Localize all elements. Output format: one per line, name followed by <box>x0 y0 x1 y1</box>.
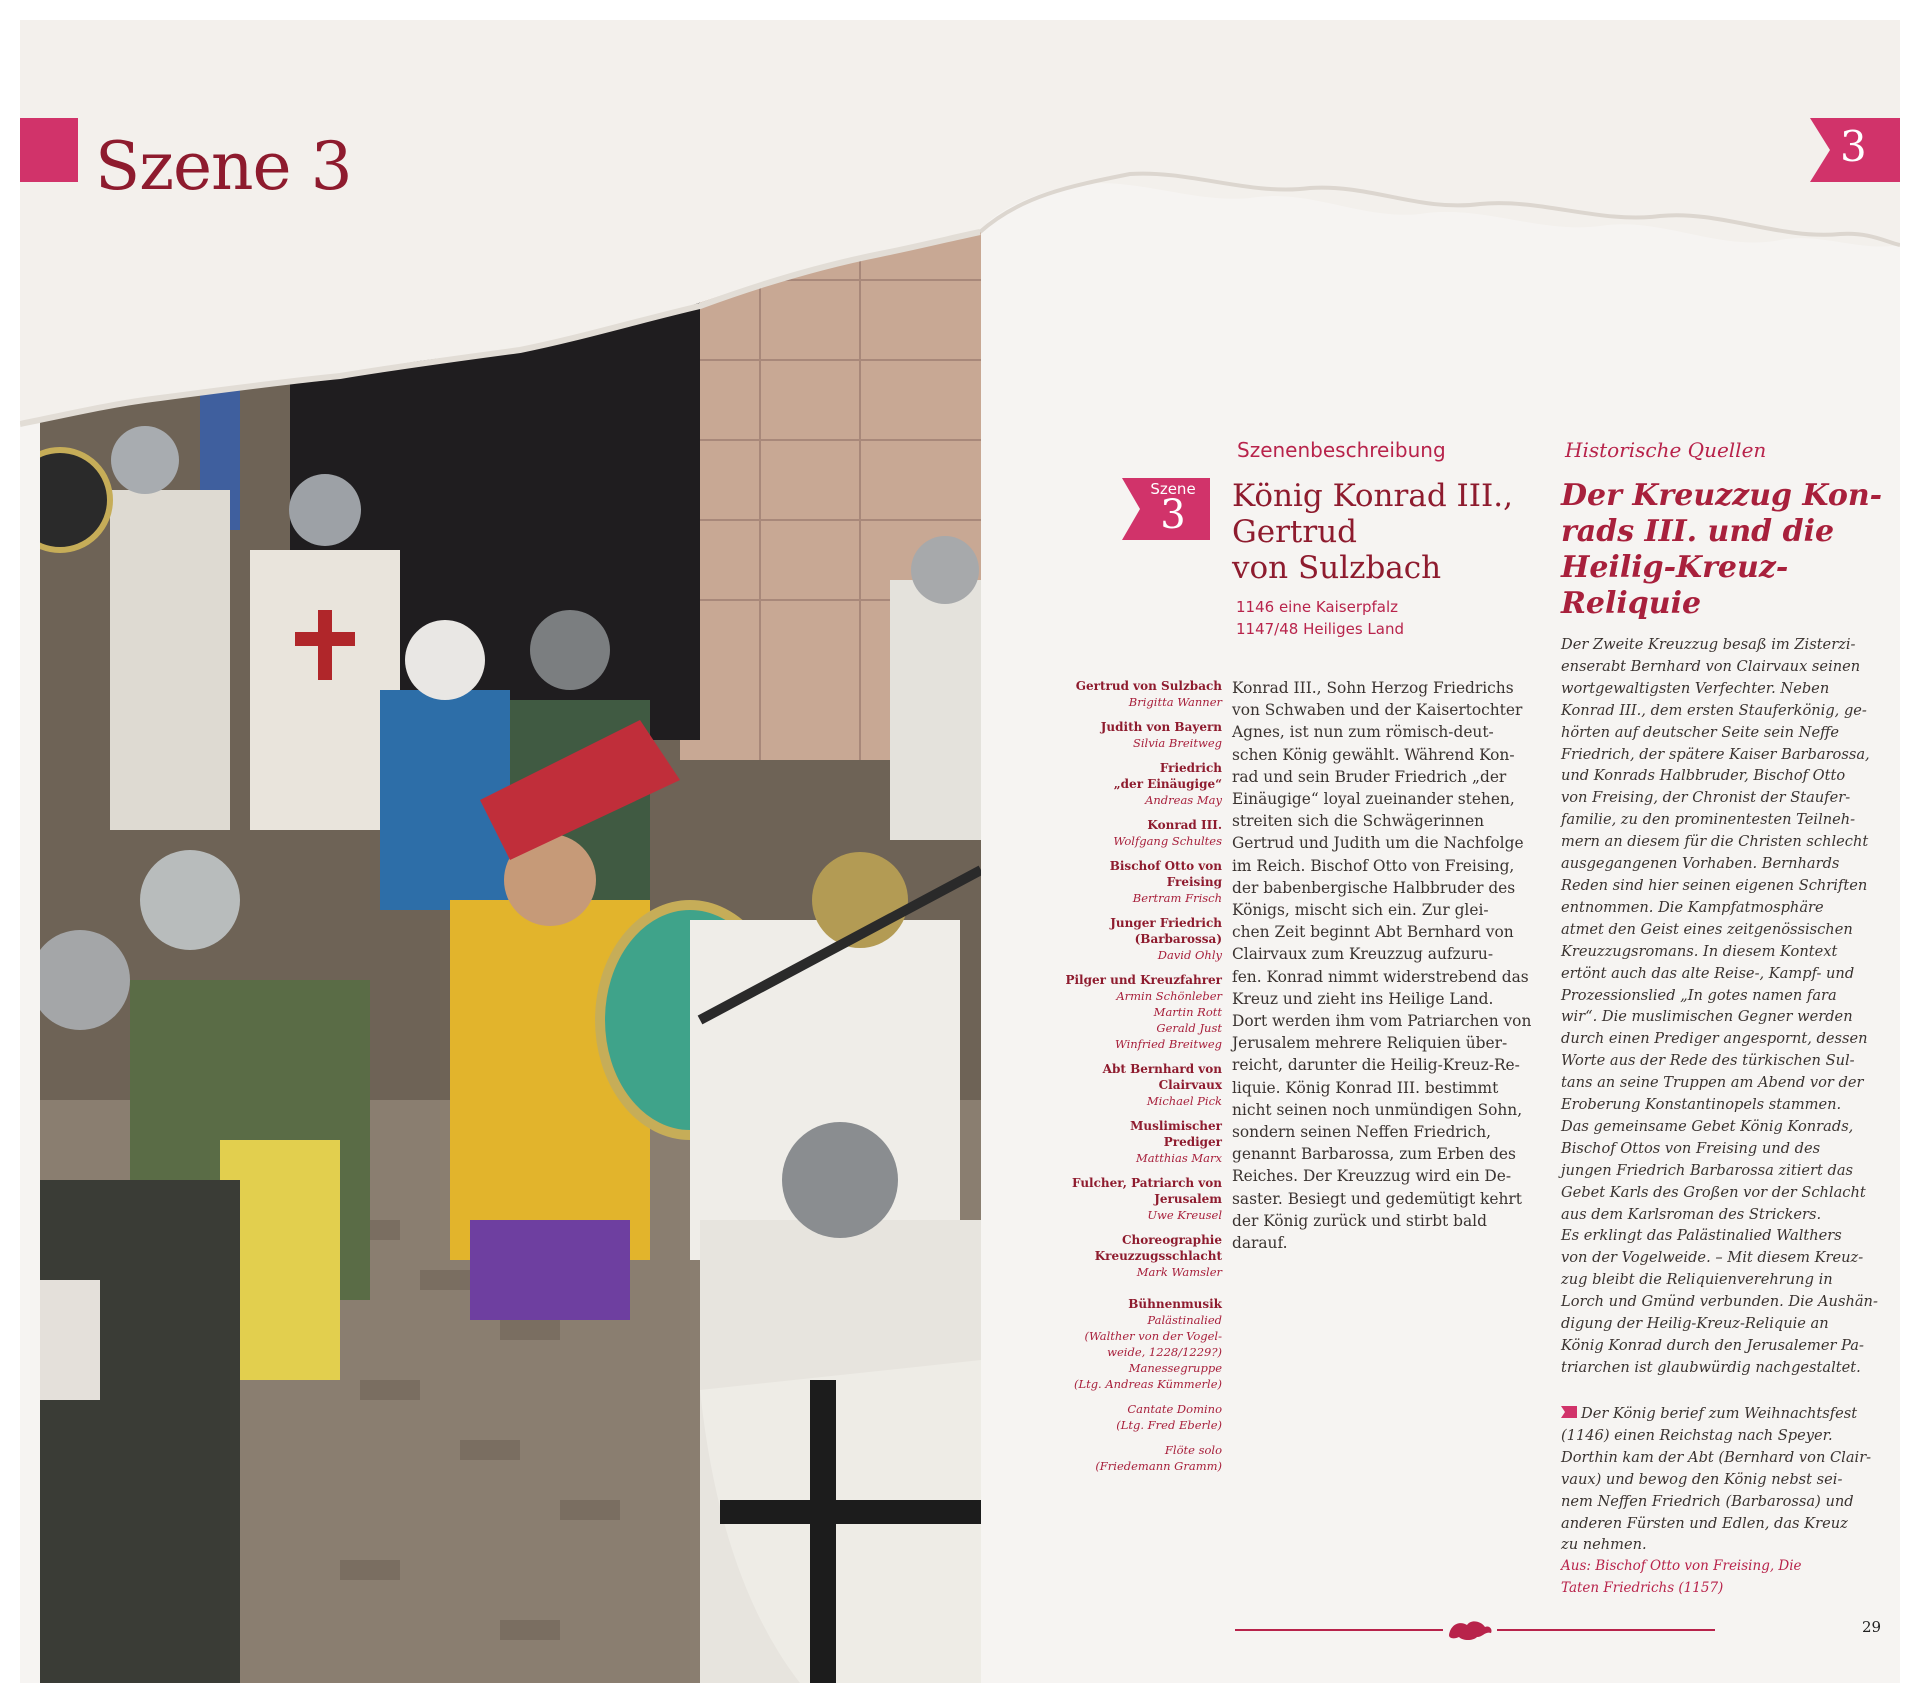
history-line: Das gemeinsame Gebet König Konrads, <box>1561 1117 1854 1135</box>
history-headline-line: rads III. und die <box>1561 514 1835 549</box>
cast-role: Freising <box>1166 875 1222 889</box>
scene-title: Szene 3 <box>95 128 352 205</box>
cast-actor: (Ltg. Andreas Kümmerle) <box>1073 1377 1222 1391</box>
scene-headline-line: von Sulzbach <box>1232 550 1442 586</box>
cast-actor: Manessegruppe <box>1128 1361 1222 1375</box>
cast-role: Fulcher, Patriarch von <box>1072 1176 1222 1190</box>
quote-source: Taten Friedrichs (1157) <box>1561 1580 1724 1597</box>
cast-actor: Winfried Breitweg <box>1114 1037 1222 1051</box>
history-line: mern an diesem für die Christen schlecht <box>1561 833 1869 851</box>
quote-line: nem Neffen Friedrich (Barbarossa) und <box>1561 1492 1854 1510</box>
cast-actor: Martin Rott <box>1153 1005 1222 1019</box>
quote-source: Aus: Bischof Otto von Freising, Die <box>1561 1558 1802 1575</box>
description-line: Agnes, ist nun zum römisch-deut- <box>1232 723 1494 742</box>
cast-role: Pilger und Kreuzfahrer <box>1065 973 1222 987</box>
description-line: nicht seinen noch unmündigen Sohn, <box>1232 1100 1523 1119</box>
history-line: Prozessionslied „In gotes namen fara <box>1561 986 1837 1004</box>
description-line: Kreuz und zieht ins Heilige Land. <box>1232 989 1494 1008</box>
description-line: sondern seinen Neffen Friedrich, <box>1232 1123 1491 1142</box>
quote-line: (1146) einen Reichstag nach Speyer. <box>1561 1426 1833 1444</box>
cast-actor: Flöte solo <box>1164 1443 1222 1457</box>
history-line: ausgegangenen Vorhaben. Bernhards <box>1561 855 1840 873</box>
history-line: Bischof Ottos von Freising und des <box>1561 1139 1821 1157</box>
history-line: digung der Heilig-Kreuz-Reliquie an <box>1561 1315 1829 1333</box>
scene-number: 3 <box>1840 122 1867 171</box>
cast-role: Prediger <box>1163 1135 1222 1149</box>
history-line: Gebet Karls des Großen vor der Schlacht <box>1561 1183 1866 1201</box>
place-line: 1146 eine Kaiserpfalz <box>1236 598 1399 616</box>
page-number: 29 <box>1862 1618 1882 1636</box>
history-line: Es erklingt das Palästinalied Walthers <box>1561 1227 1842 1245</box>
cast-role: (Barbarossa) <box>1134 932 1222 946</box>
history-line: Worte aus der Rede des türkischen Sul- <box>1561 1052 1855 1070</box>
quote-line: zu nehmen. <box>1561 1536 1647 1554</box>
history-line: tans an seine Truppen am Abend vor der <box>1561 1074 1864 1092</box>
history-headline <box>1561 478 1900 622</box>
torn-paper-header <box>20 20 1900 440</box>
history-line: Reden sind hier seinen eigenen Schriften <box>1561 876 1868 894</box>
description-line: saster. Besiegt und gedemütigt kehrt <box>1232 1189 1522 1208</box>
description-line: der babenbergische Halbbruder des <box>1232 878 1516 897</box>
history-line: hörten auf deutscher Seite sein Neffe <box>1561 723 1840 741</box>
cast-role: Judith von Bayern <box>1100 720 1222 734</box>
cast-actor: Cantate Domino <box>1127 1402 1222 1416</box>
scene-flag-label: Szene <box>1150 480 1196 498</box>
history-line: Kreuzzugsromans. In diesem Kontext <box>1561 942 1838 960</box>
cast-actor: (Friedemann Gramm) <box>1095 1459 1222 1473</box>
history-line: jungen Friedrich Barbarossa zitiert das <box>1561 1161 1854 1179</box>
cast-entry <box>1038 915 1222 963</box>
scene-headline-line: König Konrad III., <box>1232 478 1513 514</box>
description-line: fen. Konrad nimmt widerstrebend das <box>1232 967 1529 986</box>
cast-actor: Gerald Just <box>1156 1021 1222 1035</box>
cast-actor: Armin Schönleber <box>1116 989 1222 1003</box>
cast-actor: Michael Pick <box>1146 1094 1222 1108</box>
cast-actor: Brigitta Wanner <box>1128 695 1222 709</box>
cast-role: „der Einäugige“ <box>1113 777 1222 791</box>
scene-flag-number: 3 <box>1160 492 1186 538</box>
description-line: streiten sich die Schwägerinnen <box>1232 812 1485 831</box>
cast-entry <box>1038 1175 1222 1223</box>
place-info <box>1236 596 1404 640</box>
cast-role: Gertrud von Sulzbach <box>1075 679 1222 693</box>
cast-actor: Bertram Frisch <box>1132 891 1222 905</box>
quote-line: vaux) und bewog den König nebst sei- <box>1561 1470 1843 1488</box>
history-line: Lorch und Gmünd verbunden. Die Aushän- <box>1561 1293 1878 1311</box>
history-line: entnommen. Die Kampfatmosphäre <box>1561 898 1824 916</box>
description-heading: Szenenbeschreibung <box>1237 438 1446 462</box>
history-line: aus dem Karlsroman des Strickers. <box>1561 1205 1822 1223</box>
cast-entry <box>1038 1442 1222 1474</box>
scene-headline <box>1232 478 1513 586</box>
cast-role: Konrad III. <box>1147 818 1222 832</box>
history-line: Friedrich, der spätere Kaiser Barbarossa, <box>1561 745 1870 763</box>
description-line: darauf. <box>1232 1234 1288 1253</box>
history-line: von Freising, der Chronist der Staufer- <box>1561 789 1851 807</box>
description-line: im Reich. Bischof Otto von Freising, <box>1232 856 1515 875</box>
cast-entry <box>1038 1296 1222 1392</box>
cast-actor: Uwe Kreusel <box>1147 1208 1222 1222</box>
description-line: von Schwaben und der Kaisertochter <box>1232 701 1523 720</box>
description-line: Konrad III., Sohn Herzog Friedrichs <box>1232 679 1514 697</box>
cast-role: Abt Bernhard von <box>1102 1062 1222 1076</box>
cast-role: Bühnenmusik <box>1128 1297 1222 1311</box>
cast-actor: weide, 1228/1229?) <box>1107 1345 1222 1359</box>
cast-entry <box>1038 972 1222 1052</box>
cast-actor: (Walther von der Vogel- <box>1084 1329 1222 1343</box>
history-line: ertönt auch das alte Reise-, Kampf- und <box>1561 964 1855 982</box>
description-line: Dort werden ihm vom Patriarchen von <box>1232 1012 1532 1031</box>
description-line: der König zurück und stirbt bald <box>1232 1211 1487 1230</box>
description-line: Jerusalem mehrere Reliquien über- <box>1232 1034 1508 1053</box>
history-line: wortgewaltigsten Verfechter. Neben <box>1561 679 1830 697</box>
cast-actor: Silvia Breitweg <box>1133 736 1222 750</box>
lion-ornament-icon <box>1235 1615 1715 1645</box>
history-line: Der Zweite Kreuzzug besaß im Zisterzi- <box>1561 636 1856 653</box>
cast-role: Clairvaux <box>1158 1078 1222 1092</box>
cast-list <box>1038 678 1222 1483</box>
history-line: und Konrads Halbbruder, Bischof Otto <box>1561 767 1846 785</box>
history-line: durch einen Prediger angespornt, dessen <box>1561 1030 1868 1048</box>
description-line: Einäugige“ loyal zueinander stehen, <box>1232 790 1515 809</box>
cast-role: Junger Friedrich <box>1110 916 1222 930</box>
history-text <box>1561 634 1876 1379</box>
description-line: rad und sein Bruder Friedrich „der <box>1232 767 1507 786</box>
description-line: Königs, mischt sich ein. Zur glei- <box>1232 901 1489 920</box>
scene-description <box>1232 677 1544 1254</box>
cast-entry <box>1038 1401 1222 1433</box>
place-line: 1147/48 Heiliges Land <box>1236 620 1405 638</box>
cast-entry <box>1038 1118 1222 1166</box>
pink-flag-icon <box>1561 1406 1577 1418</box>
cast-entry <box>1038 760 1222 808</box>
history-line: König Konrad durch den Jerusalemer Pa- <box>1561 1337 1864 1354</box>
cast-actor: Matthias Marx <box>1136 1151 1222 1165</box>
quote-line: anderen Fürsten und Edlen, das Kreuz <box>1561 1514 1848 1532</box>
book-page-spread <box>20 20 1900 1683</box>
cast-role: Choreographie <box>1121 1233 1222 1247</box>
cast-role: Muslimischer <box>1130 1119 1222 1133</box>
cast-entry <box>1038 719 1222 751</box>
history-line: familie, zu den prominentesten Teilneh- <box>1561 811 1856 829</box>
description-line: Clairvaux zum Kreuzzug aufzuru- <box>1232 945 1494 964</box>
description-line: chen Zeit beginnt Abt Bernhard von <box>1232 923 1514 942</box>
description-line: Reiches. Der Kreuzzug wird ein De- <box>1232 1167 1512 1186</box>
cast-role: Friedrich <box>1159 761 1222 775</box>
history-line: atmet den Geist eines zeitgenössischen <box>1561 920 1853 938</box>
quote-line: Dorthin kam der Abt (Bernhard von Clair- <box>1561 1448 1872 1466</box>
history-line: enserabt Bernhard von Clairvaux seinen <box>1561 657 1861 675</box>
scene-flag <box>1122 478 1210 540</box>
cast-entry <box>1038 1061 1222 1109</box>
history-headline-line: Heilig-Kreuz-Reliquie <box>1561 550 1789 621</box>
cast-actor: (Ltg. Fred Eberle) <box>1116 1418 1222 1432</box>
description-line: genannt Barbarossa, zum Erben des <box>1232 1145 1516 1164</box>
description-line: Gertrud und Judith um die Nachfolge <box>1232 834 1524 853</box>
cast-actor: Mark Wamsler <box>1136 1265 1222 1279</box>
cast-entry <box>1038 817 1222 849</box>
scene-headline-line: Gertrud <box>1232 514 1358 550</box>
history-quote <box>1561 1403 1876 1600</box>
quote-line-text: Der König berief zum Weihnachtsfest <box>1581 1405 1858 1422</box>
quote-line <box>1561 1403 1876 1425</box>
sources-heading: Historische Quellen <box>1565 438 1767 462</box>
cast-role: Bischof Otto von <box>1109 859 1222 873</box>
history-line: Konrad III., dem ersten Stauferkönig, ge- <box>1561 701 1867 719</box>
cast-entry <box>1038 1232 1222 1280</box>
cast-entry <box>1038 858 1222 906</box>
cast-actor: Wolfgang Schultes <box>1113 834 1222 848</box>
history-line: triarchen ist glaubwürdig nachgestaltet. <box>1561 1358 1861 1376</box>
history-line: zug bleibt die Reliquienverehrung in <box>1561 1271 1833 1289</box>
description-line: liquie. König Konrad III. bestimmt <box>1232 1078 1499 1097</box>
scene-tab-marker <box>20 118 78 182</box>
cast-entry <box>1038 678 1222 710</box>
description-line: schen König gewählt. Während Kon- <box>1232 745 1515 764</box>
cast-actor: David Ohly <box>1157 948 1222 962</box>
history-line: wir“. Die muslimischen Gegner werden <box>1561 1008 1853 1026</box>
cast-actor: Andreas May <box>1145 793 1222 807</box>
history-headline-line: Der Kreuzzug Kon- <box>1561 478 1883 513</box>
scene-number-flag <box>1810 118 1900 182</box>
cast-role: Jerusalem <box>1154 1192 1222 1206</box>
history-line: von der Vogelweide. – Mit diesem Kreuz- <box>1561 1249 1864 1267</box>
cast-actor: Palästinalied <box>1147 1313 1222 1327</box>
history-line: Eroberung Konstantinopels stammen. <box>1561 1096 1842 1114</box>
description-line: reicht, darunter die Heilig-Kreuz-Re- <box>1232 1056 1520 1075</box>
cast-role: Kreuzzugsschlacht <box>1094 1249 1222 1263</box>
